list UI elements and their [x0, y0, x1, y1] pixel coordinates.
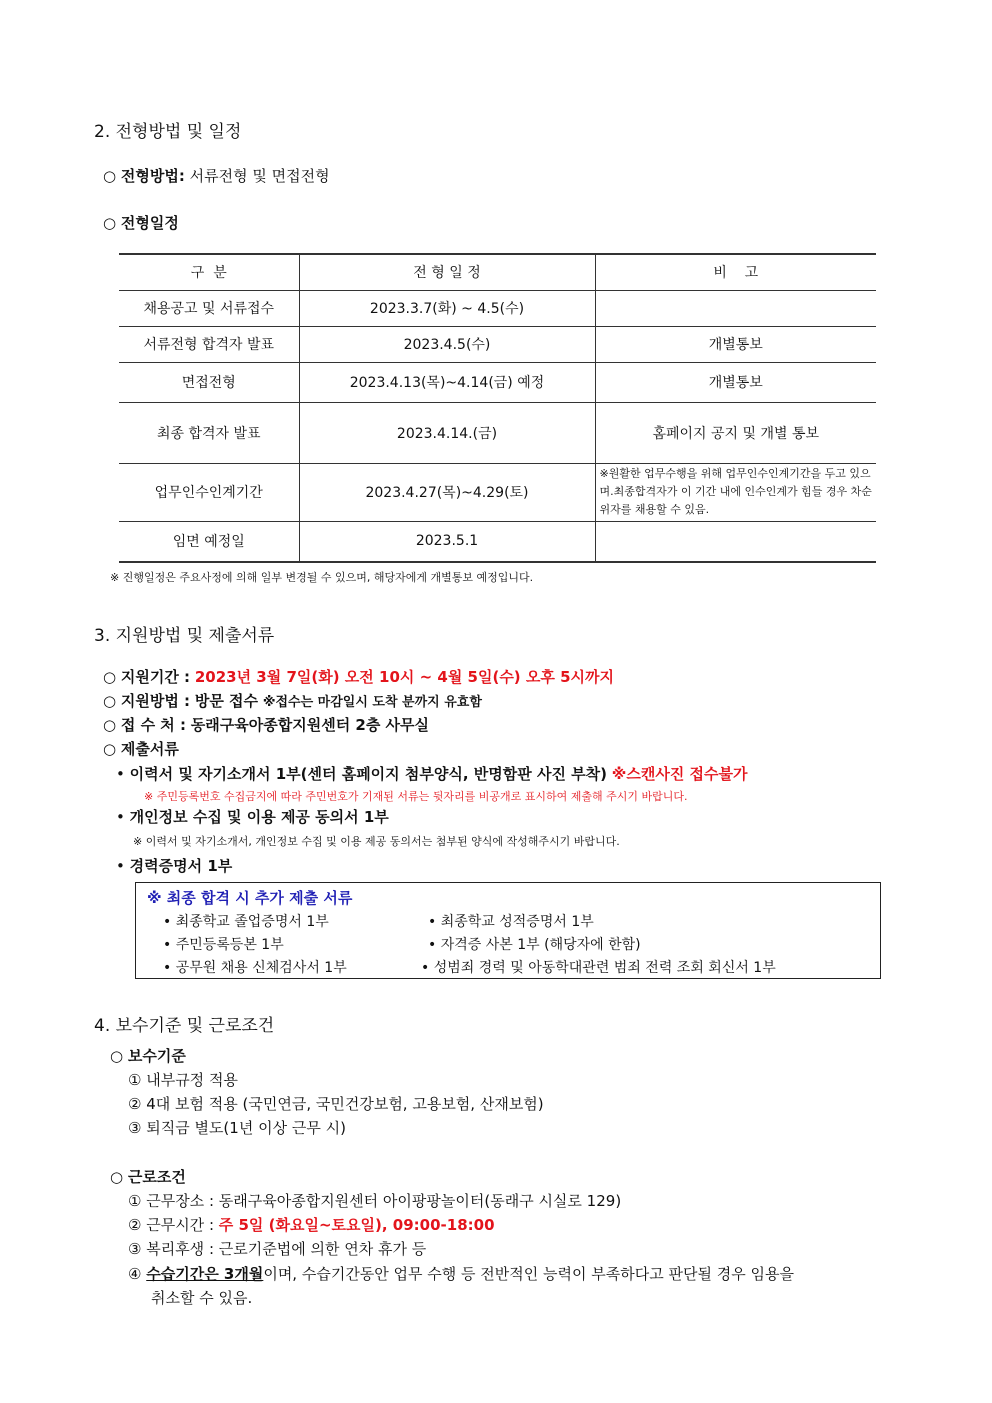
cell-date: 2023.4.13(목)~4.14(금) 예정 [299, 362, 595, 402]
table-header-row [119, 254, 876, 290]
probation-number: ④ [128, 1265, 142, 1283]
period-line [103, 666, 614, 687]
pay-line [110, 1045, 186, 1066]
cell-category: 서류전형 합격자 발표 [119, 326, 299, 362]
schedule-line [103, 212, 179, 233]
final-item: • 자격증 사본 1부 (해당자에 한함) [428, 937, 641, 953]
doc1-note: ※ 주민등록번호 수집금지에 따라 주민번호가 기재된 서류는 뒷자리를 비공개로 표시하여 제출해 주시기 바랍니다. [144, 790, 688, 803]
table-row [119, 290, 876, 326]
method-value: 서류전형 및 면접전형 [189, 167, 330, 185]
doc1-text: 이력서 및 자기소개서 1부(센터 홈페이지 첨부양식, 반명함판 사진 부착) [129, 765, 607, 783]
schedule-table [119, 253, 876, 563]
final-item: • 최종학교 졸업증명서 1부 [163, 914, 329, 930]
condition-item-workplace: ① 근무장소 : 동래구육아종합지원센터 아이팡팡놀이터(동래구 시실로 129) [128, 1192, 622, 1210]
header-category: 구 분 [119, 254, 299, 290]
doc1-line [116, 763, 748, 784]
apply-method-label: 지원방법 : [120, 692, 191, 710]
doc1-warning: ※스캔사진 접수불가 [611, 765, 748, 783]
bullet-circle: ○ [110, 1047, 124, 1065]
bullet-circle: ○ [103, 167, 117, 185]
doc2-note: ※ 이력서 및 자기소개서, 개인정보 수집 및 이용 제공 동의서는 첨부된 양식에 작성해주시기 바랍니다. [133, 835, 620, 848]
cell-category: 최종 합격자 발표 [119, 402, 299, 463]
documents-label: 제출서류 [120, 740, 179, 758]
pay-item: ③ 퇴직금 별도(1년 이상 근무 시) [128, 1119, 346, 1137]
apply-method-line [103, 690, 482, 711]
section3-title: 3. 지원방법 및 제출서류 [94, 626, 275, 646]
period-label: 지원기간 : [120, 668, 191, 686]
table-row [119, 362, 876, 402]
cell-note: ※원활한 업무수행을 위해 업무인수인계기간을 두고 있으며.최종합격자가 이 기간 내에 인수인계가 힘들 경우 차순위자를 채용할 수 있음. [595, 463, 876, 521]
hours-value: 주 5일 (화요일~토요일), 09:00-18:00 [218, 1216, 495, 1234]
apply-method-note: ※접수는 마감일시 도착 분까지 유효함 [262, 695, 482, 710]
cell-note: 홈페이지 공지 및 개별 통보 [595, 402, 876, 463]
condition-item-hours [128, 1214, 495, 1235]
method-line [103, 165, 330, 186]
probation-period: 수습기간은 3개월 [146, 1265, 264, 1283]
doc3-text: 경력증명서 1부 [129, 857, 233, 875]
conditions-line [110, 1166, 186, 1187]
table-row [119, 326, 876, 362]
bullet-circle: ○ [103, 740, 117, 758]
pay-label: 보수기준 [127, 1047, 186, 1065]
place-value: 동래구육아종합지원센터 2층 사무실 [190, 716, 430, 734]
bullet-circle: ○ [110, 1168, 124, 1186]
bullet-circle: ○ [103, 692, 117, 710]
condition-item-welfare: ③ 복리후생 : 근로기준법에 의한 연차 휴가 등 [128, 1240, 427, 1258]
final-item: • 최종학교 성적증명서 1부 [428, 914, 594, 930]
probation-text: 이며, 수습기간동안 업무 수행 등 전반적인 능력이 부족하다고 판단될 경우 임용을 [263, 1265, 794, 1283]
final-item: • 주민등록등본 1부 [163, 937, 284, 953]
pay-item: ② 4대 보험 적용 (국민연금, 국민건강보험, 고용보험, 산재보험) [128, 1095, 544, 1113]
header-date: 전 형 일 정 [299, 254, 595, 290]
cell-date: 2023.4.27(목)~4.29(토) [299, 463, 595, 521]
schedule-footnote: ※ 진행일정은 주요사정에 의해 일부 변경될 수 있으며, 해당자에게 개별통보 예정입니다. [110, 571, 534, 584]
cell-note [595, 521, 876, 562]
final-item: • 성범죄 경력 및 아동학대관련 범죄 전력 조회 회신서 1부 [421, 960, 776, 976]
documents-line [103, 738, 179, 759]
doc3-line [116, 855, 232, 876]
probation-text-line2: 취소할 수 있음. [151, 1289, 253, 1307]
final-item: • 공무원 채용 신체검사서 1부 [163, 960, 347, 976]
bullet-circle: ○ [103, 214, 117, 232]
cell-category: 채용공고 및 서류접수 [119, 290, 299, 326]
bullet-circle: ○ [103, 716, 117, 734]
schedule-label: 전형일정 [120, 214, 179, 232]
section4-title: 4. 보수기준 및 근로조건 [94, 1016, 275, 1036]
bullet-circle: ○ [103, 668, 117, 686]
cell-date: 2023.3.7(화) ~ 4.5(수) [299, 290, 595, 326]
table-row [119, 521, 876, 562]
place-line [103, 714, 429, 735]
cell-note [595, 290, 876, 326]
period-value: 2023년 3월 7일(화) 오전 10시 ~ 4월 5일(수) 오후 5시까지 [194, 668, 614, 686]
table-row [119, 402, 876, 463]
final-documents-box [135, 882, 881, 979]
cell-category: 업무인수인계기간 [119, 463, 299, 521]
cell-note: 개별통보 [595, 362, 876, 402]
pay-item: ① 내부규정 적용 [128, 1071, 238, 1089]
conditions-label: 근로조건 [127, 1168, 186, 1186]
table-row [119, 463, 876, 521]
cell-note: 개별통보 [595, 326, 876, 362]
apply-method-value: 방문 접수 [194, 692, 259, 710]
bullet-dot: • [116, 857, 125, 875]
doc2-text: 개인정보 수집 및 이용 제공 동의서 1부 [129, 808, 389, 826]
cell-date: 2023.4.14.(금) [299, 402, 595, 463]
method-label: 전형방법: [120, 167, 185, 185]
condition-item-probation [128, 1263, 794, 1284]
place-label: 접 수 처 : [120, 716, 187, 734]
cell-category: 임면 예정일 [119, 521, 299, 562]
cell-date: 2023.5.1 [299, 521, 595, 562]
header-note: 비 고 [595, 254, 876, 290]
cell-date: 2023.4.5(수) [299, 326, 595, 362]
section2-title: 2. 전형방법 및 일정 [94, 122, 242, 142]
hours-label: ② 근무시간 : [128, 1216, 214, 1234]
bullet-dot: • [116, 765, 125, 783]
doc2-line [116, 806, 389, 827]
cell-category: 면접전형 [119, 362, 299, 402]
bullet-dot: • [116, 808, 125, 826]
final-box-title: ※ 최종 합격 시 추가 제출 서류 [147, 889, 353, 907]
